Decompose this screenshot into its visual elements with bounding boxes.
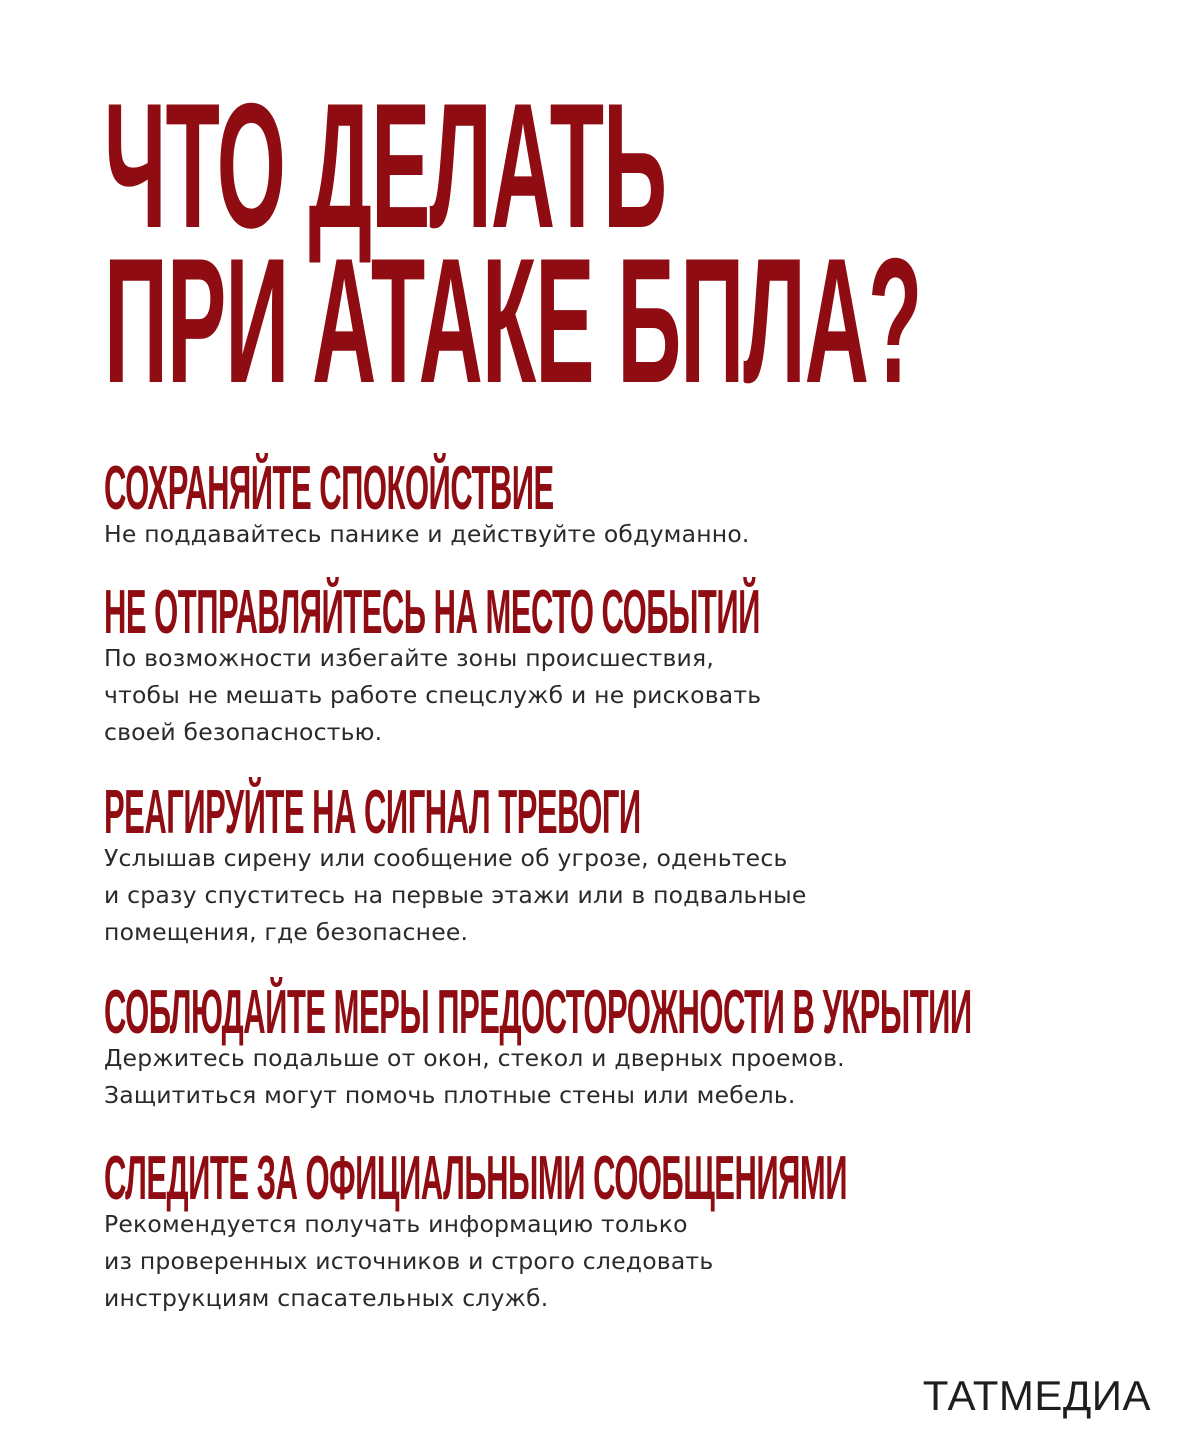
title-line-1: ЧТО ДЕЛАТЬ bbox=[104, 66, 667, 265]
title-line-2: ПРИ АТАКЕ БПЛА? bbox=[104, 221, 922, 420]
section-heading: РЕАГИРУЙТЕ НА СИГНАЛ ТРЕВОГИ bbox=[104, 778, 641, 847]
advice-section-shelter-precautions bbox=[104, 978, 1179, 1114]
section-heading: СЛЕДИТЕ ЗА ОФИЦИАЛЬНЫМИ СООБЩЕНИЯМИ bbox=[104, 1144, 848, 1213]
section-body-line: чтобы не мешать работе спецслужб и не рисковать bbox=[104, 681, 762, 709]
advice-section-avoid-scene bbox=[104, 578, 1179, 751]
section-body-line: и сразу спуститесь на первые этажи или в подвальные bbox=[104, 881, 807, 909]
section-body-line: Держитесь подальше от окон, стекол и дверных проемов. bbox=[104, 1044, 845, 1072]
section-body bbox=[104, 1206, 1179, 1317]
section-body-line: По возможности избегайте зоны происшествия, bbox=[104, 644, 714, 672]
section-body-line: своей безопасностью. bbox=[104, 718, 383, 746]
section-heading: СОХРАНЯЙТЕ СПОКОЙСТВИЕ bbox=[104, 454, 554, 523]
section-body bbox=[104, 840, 1177, 951]
section-body-line: помещения, где безопаснее. bbox=[104, 918, 469, 946]
advice-section-official-news bbox=[104, 1144, 1179, 1317]
advice-section-alarm bbox=[104, 778, 1177, 951]
section-body-line: Услышав сирену или сообщение об угрозе, оденьтесь bbox=[104, 844, 788, 872]
section-body bbox=[104, 1040, 1179, 1114]
section-body-line: Рекомендуется получать информацию только bbox=[104, 1210, 688, 1238]
section-body-line: инструкциям спасательных служб. bbox=[104, 1284, 549, 1312]
section-body bbox=[104, 640, 1179, 751]
section-body-line: из проверенных источников и строго следовать bbox=[104, 1247, 714, 1275]
page-title bbox=[104, 66, 1004, 420]
section-heading: НЕ ОТПРАВЛЯЙТЕСЬ НА МЕСТО СОБЫТИЙ bbox=[104, 578, 760, 647]
brand-logo-text: ТАТМЕДИА bbox=[922, 1372, 1151, 1419]
section-body-line: Не поддавайтесь панике и действуйте обдуманно. bbox=[104, 520, 750, 548]
advice-section-stay-calm bbox=[104, 454, 1003, 553]
section-heading: СОБЛЮДАЙТЕ МЕРЫ ПРЕДОСТОРОЖНОСТИ В УКРЫТИИ bbox=[104, 978, 972, 1047]
section-body-line: Защититься могут помочь плотные стены или мебель. bbox=[104, 1081, 796, 1109]
